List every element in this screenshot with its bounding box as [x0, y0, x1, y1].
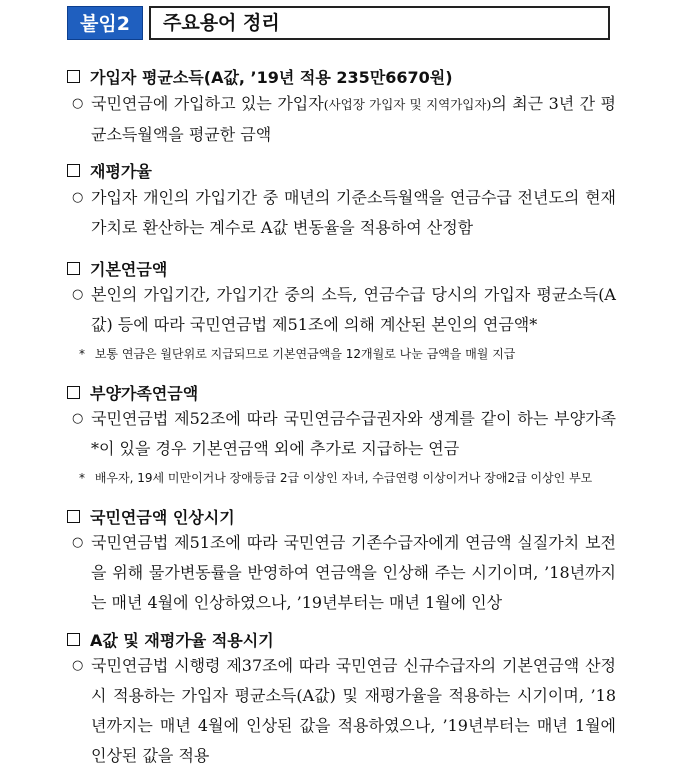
- note-text: 배우자, 19세 미만이거나 장애등급 2급 이상인 자녀, 수급연령 이상이거나 장애2급 이상인 부모: [94, 471, 593, 485]
- body-text-post: 의 최근 3년 간 평균소득월액을 평균한 금액: [91, 94, 616, 144]
- section-body: [91, 89, 616, 150]
- section-note: [79, 344, 639, 364]
- checkbox-square-icon: [67, 70, 80, 83]
- body-text-pre: 국민연금에 가입하고 있는 가입자: [91, 94, 324, 113]
- section-heading: [67, 380, 198, 404]
- note-asterisk: *: [79, 471, 85, 485]
- bullet-circle-icon: ○: [72, 411, 84, 426]
- section-heading: [67, 256, 167, 280]
- bullet-circle-icon: ○: [72, 535, 84, 550]
- section-heading-text: 국민연금액 인상시기: [90, 507, 235, 527]
- section-heading: [67, 504, 235, 528]
- page-header: [67, 6, 610, 40]
- section-body: 국민연금법 제51조에 따라 국민연금 기존수급자에게 연금액 실질가치 보전을 위해 물가변동률을 반영하여 연금액을 인상해 주는 시기이며, ’18년까지는 매년 4월에 인상하였으나, ’19년부터는 매년 1월에 인상: [91, 533, 616, 612]
- section-heading-text: 재평가율: [90, 161, 152, 181]
- section-heading: [67, 158, 152, 182]
- section-body: 국민연금법 시행령 제37조에 따라 국민연금 신규수급자의 기본연금액 산정 시 적용하는 가입자 평균소득(A값) 및 재평가율을 적용하는 시기이며, ’18년까지는 매년 4월에 인상된 값을 적용하였으나, ’19년부터는 매년 1월에 인상된 값을 적용: [91, 656, 616, 765]
- bullet-circle-icon: ○: [72, 658, 84, 673]
- bullet-circle-icon: ○: [72, 190, 84, 205]
- section-heading-text: A값 및 재평가율 적용시기: [90, 630, 274, 650]
- checkbox-square-icon: [67, 510, 80, 523]
- body-text-small: (사업장 가입자 및 지역가입자): [323, 97, 492, 112]
- note-asterisk: *: [79, 347, 85, 361]
- checkbox-square-icon: [67, 164, 80, 177]
- section-note: [79, 468, 639, 488]
- section-body: 본인의 가입기간, 가입기간 중의 소득, 연금수급 당시의 가입자 평균소득(A값) 등에 따라 국민연금법 제51조에 의해 계산된 본인의 연금액*: [91, 285, 616, 334]
- section-heading: [67, 64, 453, 88]
- section-heading-text: 부양가족연금액: [90, 383, 199, 403]
- page-title: 주요용어 정리: [149, 6, 610, 40]
- bullet-circle-icon: ○: [72, 96, 84, 111]
- section-body: 가입자 개인의 가입기간 중 매년의 기준소득월액을 연금수급 전년도의 현재가치로 환산하는 계수로 A값 변동율을 적용하여 산정함: [91, 188, 616, 237]
- section-body: 국민연금법 제52조에 따라 국민연금수급권자와 생계를 같이 하는 부양가족*이 있을 경우 기본연금액 외에 추가로 지급하는 연금: [91, 409, 616, 458]
- section-heading: [67, 627, 274, 651]
- note-text: 보통 연금은 월단위로 지급되므로 기본연금액을 12개월로 나눈 금액을 매월 지급: [94, 347, 516, 361]
- checkbox-square-icon: [67, 633, 80, 646]
- checkbox-square-icon: [67, 262, 80, 275]
- bullet-circle-icon: ○: [72, 287, 84, 302]
- section-heading-text: 기본연금액: [90, 259, 168, 279]
- section-heading-text: 가입자 평균소득(A값, ’19년 적용 235만6670원): [90, 67, 453, 87]
- checkbox-square-icon: [67, 386, 80, 399]
- attachment-badge: 붙임2: [67, 6, 143, 40]
